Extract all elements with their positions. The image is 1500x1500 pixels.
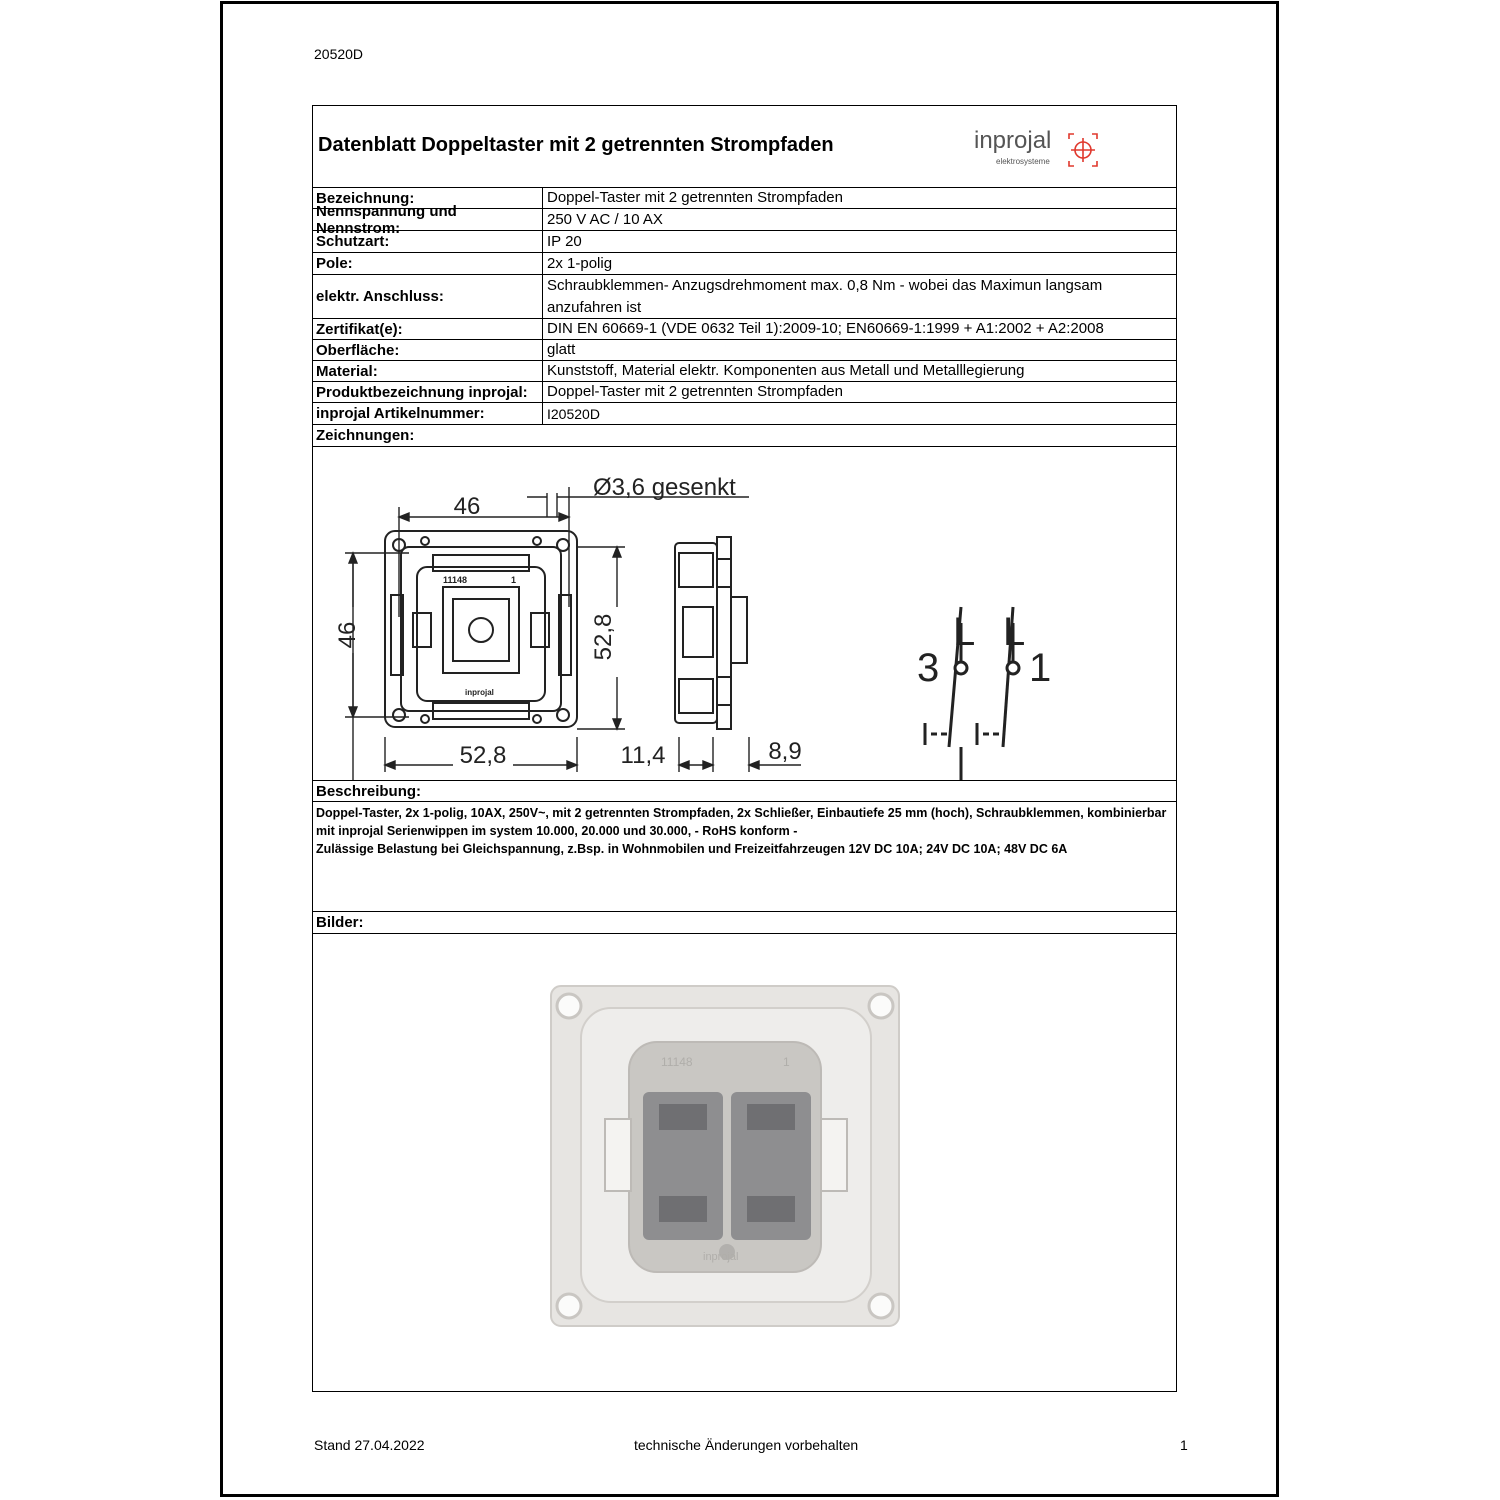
spec-row [313,403,1176,425]
dim-depth-front: 11,4 [620,742,666,769]
spec-label: Produktbezeichnung inprojal: [313,382,543,402]
footer-date: Stand 27.04.2022 [314,1437,425,1453]
spec-row [313,361,1176,382]
spec-value: Doppel-Taster mit 2 getrennten Strompfaden [547,189,843,206]
spec-label: Material: [313,361,543,381]
drawings-label-row [313,425,1176,447]
spec-value: 2x 1-polig [547,254,613,272]
dim-depth-back: 8,9 [768,738,802,765]
footer-page-number: 1 [1180,1437,1188,1453]
spec-row [313,253,1176,275]
spec-value: DIN EN 60669-1 (VDE 0632 Teil 1):2009-10; EN60669-1:1999 + A1:2002 + A2:2008 [547,320,1104,337]
product-photo [313,934,1176,1391]
footer-notice: technische Änderungen vorbehalten [634,1437,859,1453]
dim-width-bottom: 52,8 [459,742,507,769]
product-frame [551,986,899,1326]
part-number-label: 11148 [443,575,468,585]
drawings-label: Zeichnungen: [316,427,415,444]
spec-row [313,340,1176,361]
terminal-3-label: 3 [917,646,940,690]
spec-row [313,319,1176,340]
inprojal-logo [970,120,1110,170]
spec-value: Kunststoff, Material elektr. Komponenten aus Metall und Metalllegierung [547,362,1025,379]
part-brand-label: inprojal [465,688,494,697]
dim-height-right: 52,8 [590,613,617,661]
description-label: Beschreibung: [316,782,422,800]
description-label-row [313,781,1176,802]
terminal-1-label: 1 [1029,646,1052,690]
header-row [313,106,1176,188]
spec-value: Doppel-Taster mit 2 getrennten Strompfaden [547,383,843,400]
spec-label: inprojal Artikelnummer: [313,403,543,424]
images-label-row [313,912,1176,934]
images-area [313,934,1176,1391]
spec-label: Schutzart: [313,231,543,252]
phase-left-label: L [953,610,976,654]
dim-width-top: 46 [453,493,481,520]
photo-brand: inprojal [703,1251,739,1263]
logo-tagline: elektrosysteme [996,157,1050,166]
logo-brand: inprojal [974,127,1052,154]
front-view-drawing [385,531,577,727]
spec-row [313,382,1176,403]
spec-value: glatt [547,341,576,358]
spec-label: Oberfläche: [313,340,543,360]
spec-row [313,231,1176,253]
spec-value: I20520D [547,405,600,422]
photo-mark: 1 [783,1055,790,1069]
document-number: 20520D [314,46,364,62]
part-mark-label: 1 [511,575,517,585]
spec-label: Pole: [313,253,543,274]
description-line: mit inprojal Serienwippen im system 10.000, 20.000 und 30.000, - RoHS konform - [316,824,798,838]
crosshair-logo-icon [1069,134,1097,166]
dim-height-left: 46 [334,621,361,649]
phase-right-label: L [1003,610,1026,654]
spec-value: IP 20 [547,232,582,250]
spec-row [313,275,1176,319]
page-title: Datenblatt Doppeltaster mit 2 getrennten Strompfaden [318,134,834,156]
spec-label: Zertifikat(e): [313,319,543,339]
dim-hole: Ø3,6 gesenkt [593,474,736,501]
description-area [313,802,1176,912]
spec-value: 250 V AC / 10 AX [547,210,663,228]
spec-value: Schraubklemmen- Anzugsdrehmoment max. 0,8 Nm - wobei das Maximun langsam anzufahren ist [547,276,1103,316]
description-text [316,804,1172,858]
spec-row [313,202,1176,237]
spec-label: Nennspannung und Nennstrom: [313,209,543,230]
images-label: Bilder: [316,914,364,931]
datasheet-table [312,105,1177,1392]
description-line: Zulässige Belastung bei Gleichspannung, z.Bsp. in Wohnmobilen und Freizeitfahrzeugen 12V DC 10A; 24V DC 10A; 48V DC 6A [316,842,1068,856]
side-view-drawing [675,537,747,729]
schematic-labels [917,610,1051,780]
spec-label: elektr. Anschluss: [313,275,543,318]
spec-label: Bezeichnung: [313,188,543,208]
technical-drawing [313,447,1176,780]
description-line: Doppel-Taster, 2x 1-polig, 10AX, 250V~, mit 2 getrennten Strompfaden, 2x Schließer, Einbautiefe 25 mm (hoch), Schraubklemmen, kombinierbar [316,806,1167,820]
drawings-area [313,447,1176,781]
photo-part-number: 11148 [661,1055,693,1069]
